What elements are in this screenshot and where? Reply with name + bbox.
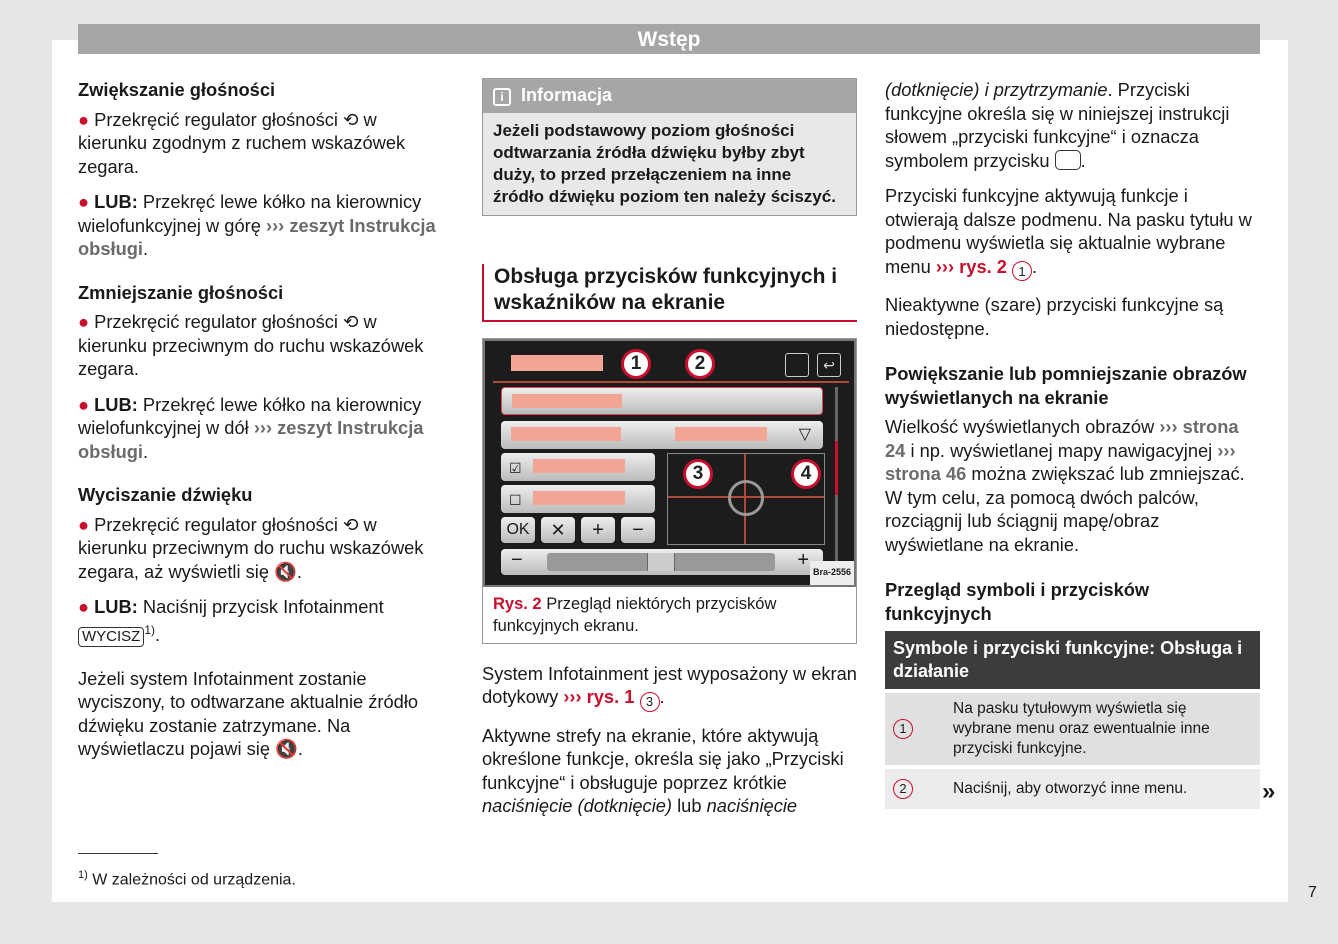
paragraph: Przyciski funkcyjne aktywują funkcje i otwierają dalsze podmenu. Na pasku tytułu w podmenu wyświetla się aktualnie wybrane menu ››› rys. 2 1 .	[885, 184, 1260, 281]
footnote-divider	[78, 853, 158, 854]
manual-link[interactable]: ››› zeszyt Instrukcja obsługi	[78, 214, 436, 259]
footnote: $^{1)}$ W zależności od urządzenia.	[78, 869, 296, 889]
page-link[interactable]: ››› strona 46	[885, 439, 1236, 485]
paragraph: ● Przekręcić regulator głośności ⟲ w kierunku zgodnym z ruchem wskazówek zegara.	[78, 108, 406, 177]
info-icon: i	[493, 88, 511, 106]
paragraph: ● Przekręcić regulator głośności ⟲ w kierunku przeciwnym do ruchu wskazówek zegara, aż wyświetli się 🔇.	[78, 513, 424, 582]
paragraph: ● LUB: Przekręć lewe kółko na kierownicy wielofunkcyjnej w górę ››› zeszyt Instrukcja obsługi.	[78, 191, 436, 259]
paragraph: Wielkość wyświetlanych obrazów ››› strona 24 i np. wyświetlanej mapy nawigacyjnej ››› strona 46 można zwiększać lub zmniejszać. W tym celu, za pomocą dwóch palców, rozciągnij lub ściągnij mapę/obraz wyświetlane na ekranie.	[885, 416, 1245, 555]
paragraph: Nieaktywne (szare) przyciski funkcyjne są niedostępne.	[885, 294, 1224, 339]
mute-key: WYCISZ	[78, 627, 144, 647]
info-box: i Informacja Jeżeli podstawowy poziom głośności odtwarzania źródła dźwięku byłby zbyt duży, to przed przełączeniem na inne źródło dźwięku poziom ten należy ściszyć.	[482, 78, 857, 216]
middle-column	[482, 78, 857, 830]
symbols-table: Symbole i przyciski funkcyjne: Obsługa i działanie 1 Na pasku tytułowym wyświetla się wybrane menu oraz ewentualnie inne przyciski funkcyjne. 2 Naciśnij, aby otworzyć inne menu.	[885, 631, 1260, 809]
paragraph: System Infotainment jest wyposażony w ekran dotykowy ››› rys. 1 3 .	[482, 662, 857, 712]
paragraph: Jeżeli system Infotainment zostanie wyciszony, to odtwarzane aktualnie źródło dźwięku zostanie zatrzymane. Na wyświetlaczu pojawi się 🔇.	[78, 667, 419, 760]
manual-link[interactable]: ››› zeszyt Instrukcja obsługi	[78, 417, 424, 462]
paragraph: ● LUB: Naciśnij przycisk Infotainment WYCISZ $^{1)}$.	[78, 596, 384, 645]
button-symbol	[1055, 150, 1081, 170]
section-title: Obsługa przycisków funkcyjnych i wskaźników na ekranie	[482, 264, 857, 322]
paragraph: Aktywne strefy na ekranie, które aktywują określone funkcje, określa się jako „Przyciski funkcyjne“ i obsługuje poprzez krótkie naciśnięcie (dotknięcie) lub naciśnięcie	[482, 724, 844, 817]
heading-volume-down: Zmniejszanie głośności	[78, 281, 284, 303]
screen-illustration: 1 2 ↩ ▽ ☑ ☐ OK ✕ + − 3 4 − + Bra-2556	[483, 339, 856, 587]
figure	[482, 338, 857, 644]
heading-symbols: Przegląd symboli i przycisków funkcyjnych	[885, 579, 1150, 624]
paragraph: ● Przekręcić regulator głośności ⟲ w kierunku przeciwnym do ruchu wskazówek zegara.	[78, 311, 424, 379]
page-link[interactable]: ››› strona 24	[885, 416, 1239, 461]
figure-link[interactable]: ››› rys. 2	[935, 255, 1007, 277]
paragraph: ● LUB: Przekręć lewe kółko na kierownicy wielofunkcyjnej w dół ››› zeszyt Instrukcja obsługi.	[78, 393, 424, 462]
zoom-slider: − +	[501, 549, 823, 575]
heading-zoom: Powiększanie lub pomniejszanie obrazów wyświetlanych na ekranie	[885, 363, 1247, 408]
continue-marker: »	[1262, 778, 1276, 805]
heading-volume-up: Zwiększanie głośności	[78, 79, 276, 100]
paragraph: (dotknięcie) i przytrzymanie. Przyciski funkcyjne określa się w niniejszej instrukcji słowem „przyciski funkcyjne“ i oznacza symbolem przycisku .	[885, 79, 1230, 171]
folder-icon	[785, 353, 809, 377]
table-row: 2 Naciśnij, aby otworzyć inne menu.	[885, 769, 1260, 809]
right-column	[885, 78, 1260, 809]
figure-link[interactable]: ››› rys. 1	[563, 686, 635, 707]
heading-mute: Wyciszanie dźwięku	[78, 484, 253, 505]
left-column	[78, 78, 450, 773]
chapter-header: Wstęp	[78, 24, 1260, 54]
figure-caption: Rys. 2 Przegląd niektórych przycisków funkcyjnych ekranu.	[493, 594, 777, 635]
page-number: 7	[1308, 884, 1317, 901]
back-icon: ↩	[817, 353, 841, 377]
table-row: 1 Na pasku tytułowym wyświetla się wybrane menu oraz ewentualnie inne przyciski funkcyjne.	[885, 693, 1260, 765]
